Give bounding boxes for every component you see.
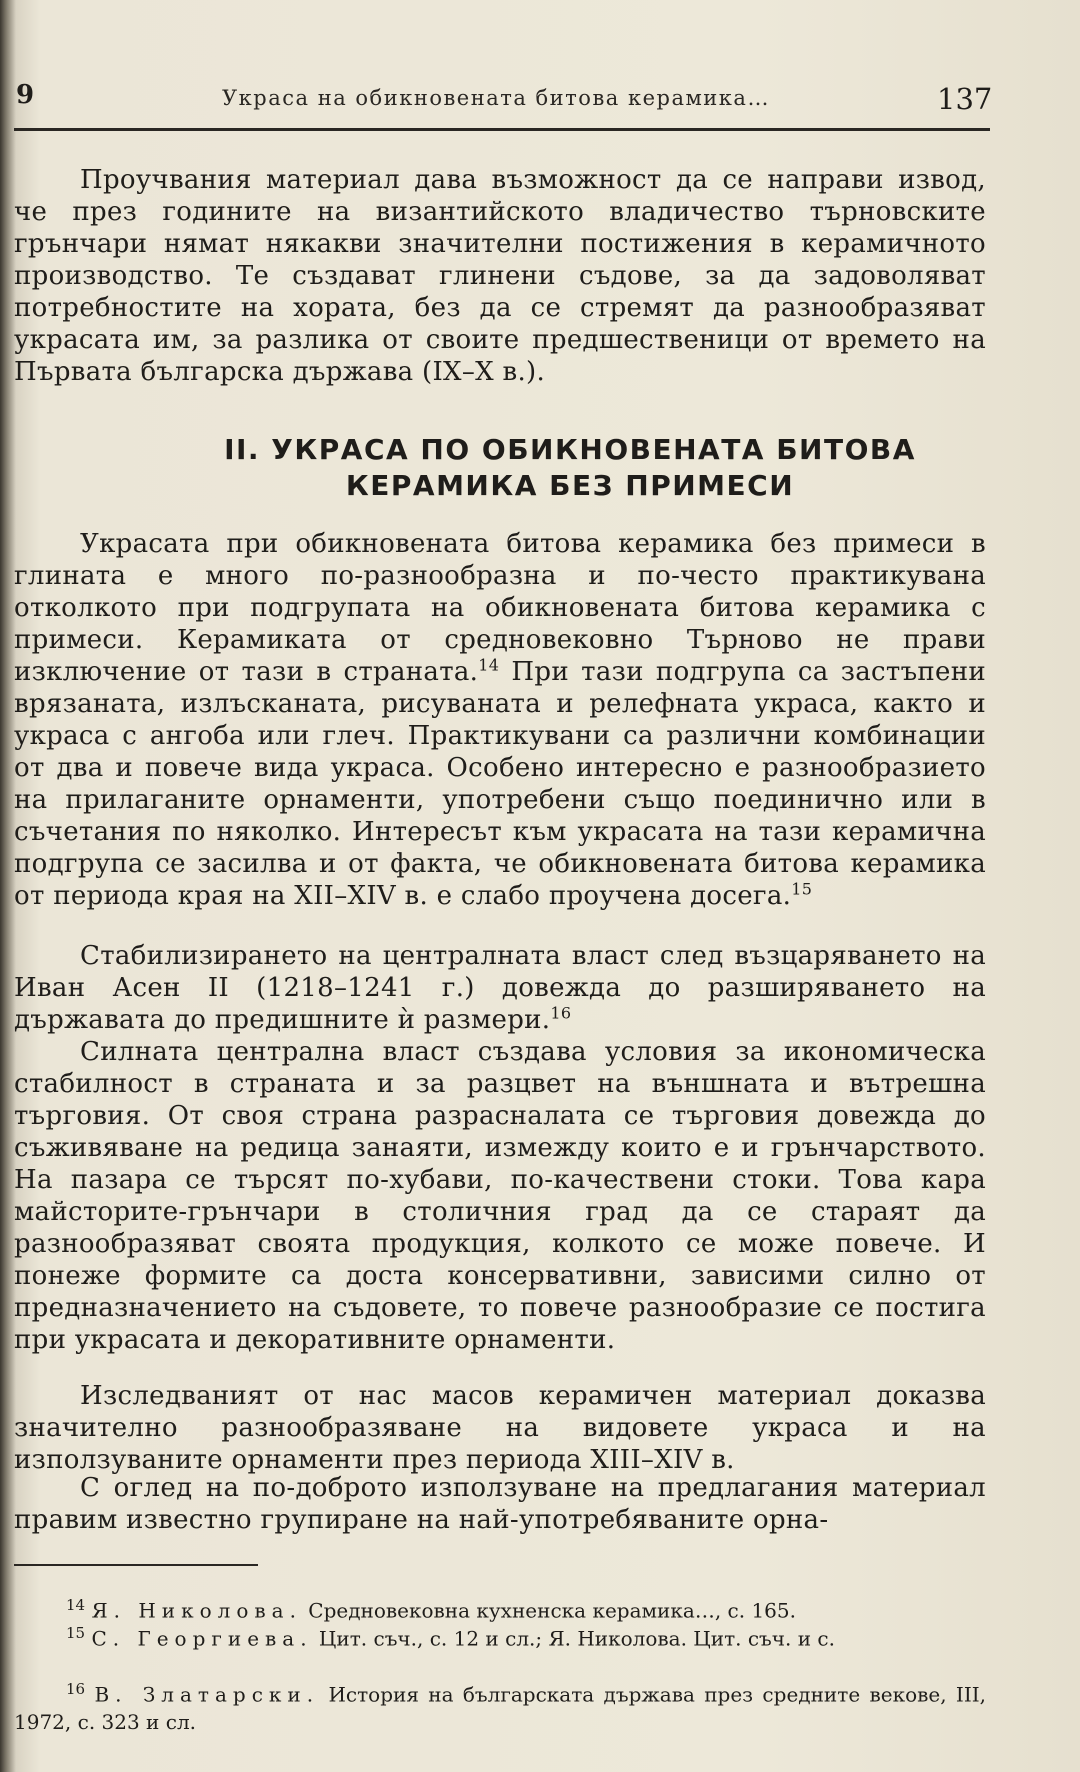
running-title: Украса на обикновената битова керамика… xyxy=(222,86,770,110)
paragraph-5 xyxy=(14,1380,986,1476)
section-heading-line-1: II. УКРАСА ПО ОБИКНОВЕНАТА БИТОВА xyxy=(224,433,916,466)
footnote-number: 16 xyxy=(66,1680,86,1698)
section-heading-line-2: КЕРАМИКА БЕЗ ПРИМЕСИ xyxy=(345,469,795,502)
footnote-author: В. Златарски. xyxy=(94,1682,320,1707)
section-heading xyxy=(0,432,1080,504)
paragraph-3 xyxy=(14,940,986,1036)
footnote-number: 15 xyxy=(66,1624,86,1642)
footnote-author: С. Георгиева. xyxy=(91,1626,313,1651)
footnote-15 xyxy=(14,1620,986,1653)
paragraph-text: Изследваният от нас масов керамичен материал доказва значително разнообразяване на видовете украса и на използуваните орнаменти през периода XIII–XIV в. xyxy=(14,1381,986,1475)
paragraph-4 xyxy=(14,1036,986,1356)
footnote-author: Я. Николова. xyxy=(91,1598,302,1623)
footnote-text: Средновековна кухненска керамика…, с. 165. xyxy=(301,1598,796,1623)
paragraph-2 xyxy=(14,528,986,912)
paragraph-1 xyxy=(14,164,986,388)
footnote-ref-15[interactable]: 15 xyxy=(791,879,813,899)
paragraph-text: С оглед на по-доброто използуване на предлагания материал правим известно групиране на най-употребяваните орна- xyxy=(14,1473,986,1535)
paragraph-text: Силната централна власт създава условия за икономическа стабилност в страната и за разцвет на външната и вътрешна търговия. От своя страна разрасналата се търговия довежда до съживяване на редица занаяти, измежду които е и грънчарството. На пазара се търсят по-хубави, по-качествени стоки. Това кара майсторите-грънчари в столичния град да се стараят да разнообразяват своята продукция, колкото се може повече. И понеже формите са доста консервативни, зависими силно от предназначението на съдовете, то повече разнообразие се постига при украсата и декоративните орнаменти. xyxy=(14,1037,986,1355)
paragraph-text: Стабилизирането на централната власт след възцаряването на Иван Асен II (1218–1241 г.) довежда до разширяването на държавата до предишните ѝ размери. xyxy=(14,941,986,1035)
edge-page-number: 9 xyxy=(16,80,35,110)
paragraph-text: При тази подгрупа са застъпени врязаната, излъсканата, рисуваната и релефната украса, както и украса с ангоба или глеч. Практикувани са различни комбинации от два и повече вида украса. Особено интересно е разнообразието на прилаганите орнаменти, употребени също поединично или в съчетания по няколко. Интересът към украсата на тази керамична подгрупа се засилва и от факта, че обикновената битова керамика от периода края на XII–XIV в. е слабо проучена досега. xyxy=(14,657,987,911)
paragraph-text: Украсата при обикновената битова керамика без примеси в глината е много по-разнообразна и по-често практикувана отколкото при подгрупата на обикновената битова керамика с примеси. Керамиката от средновековно Търново не прави изключение от тази в страната. xyxy=(14,529,986,687)
page-number: 137 xyxy=(937,82,993,116)
footnote-text: Цит. съч., с. 12 и сл.; Я. Николова. Цит. съч. и с. xyxy=(312,1626,835,1651)
page-header xyxy=(0,80,1000,128)
paragraph-text: Проучвания материал дава възможност да се направи извод, че през годините на византийското владичество търновските грънчари нямат някакви значителни постижения в керамичното производство. Те създават глинени съдове, за да задоволяват потребностите на хората, без да се стремят да разнообразяват украсата им, за разлика от своите предшественици от времето на Първата българска държава (IX–X в.). xyxy=(14,165,986,387)
footnote-text: История на българската държава през средните векове, III, 1972, с. 323 и сл. xyxy=(14,1682,986,1734)
footnote-number: 14 xyxy=(66,1596,86,1614)
footnote-ref-16[interactable]: 16 xyxy=(550,1003,572,1023)
footnote-ref-14[interactable]: 14 xyxy=(478,655,500,675)
paragraph-6 xyxy=(14,1472,986,1536)
footnote-16 xyxy=(14,1676,986,1736)
header-rule xyxy=(14,128,990,131)
footnote-rule xyxy=(14,1564,258,1566)
